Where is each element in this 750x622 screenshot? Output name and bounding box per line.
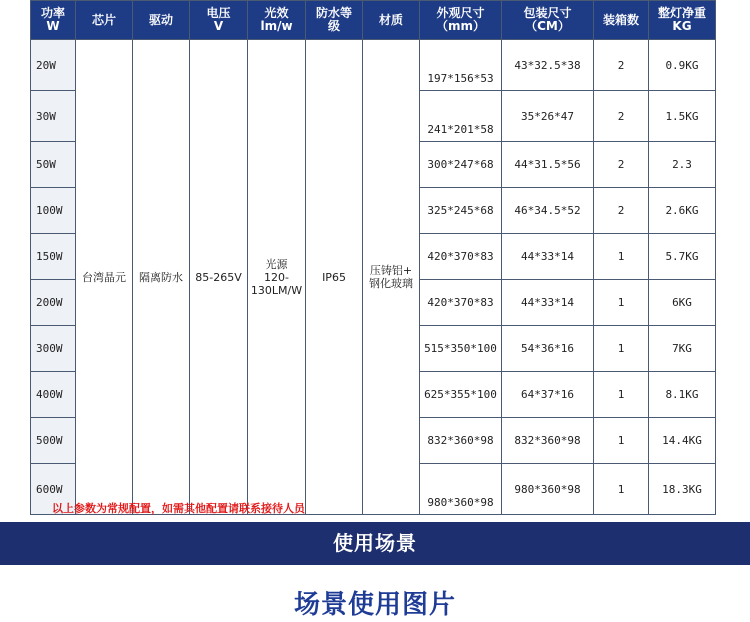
package-size-cell: 54*36*16	[502, 326, 594, 372]
material-cell: 压铸铝+ 钢化玻璃	[363, 40, 420, 515]
package-size-cell: 832*360*98	[502, 418, 594, 464]
dimensions-cell: 420*370*83	[420, 280, 502, 326]
dimensions-cell: 832*360*98	[420, 418, 502, 464]
power-cell: 50W	[31, 142, 76, 188]
net-weight-cell: 6KG	[649, 280, 716, 326]
dimensions-cell: 241*201*58	[420, 91, 502, 142]
dimensions-cell: 980*360*98	[420, 464, 502, 515]
header-material: 材质	[363, 1, 420, 40]
package-size-cell: 44*31.5*56	[502, 142, 594, 188]
package-size-cell: 44*33*14	[502, 280, 594, 326]
package-size-cell: 44*33*14	[502, 234, 594, 280]
box-qty-cell: 2	[594, 188, 649, 234]
power-cell: 100W	[31, 188, 76, 234]
dimensions-cell: 420*370*83	[420, 234, 502, 280]
net-weight-cell: 7KG	[649, 326, 716, 372]
power-cell: 150W	[31, 234, 76, 280]
dimensions-cell: 325*245*68	[420, 188, 502, 234]
header-power: 功率 W	[31, 1, 76, 40]
header-package-size: 包装尺寸 （CM）	[502, 1, 594, 40]
power-cell: 400W	[31, 372, 76, 418]
power-cell: 500W	[31, 418, 76, 464]
chip-cell: 台湾晶元	[76, 40, 133, 515]
net-weight-cell: 5.7KG	[649, 234, 716, 280]
header-dimensions: 外观尺寸 （mm）	[420, 1, 502, 40]
header-efficacy: 光效 lm/w	[248, 1, 306, 40]
dimensions-cell: 515*350*100	[420, 326, 502, 372]
efficacy-cell: 光源 120- 130LM/W	[248, 40, 306, 515]
net-weight-cell: 2.6KG	[649, 188, 716, 234]
net-weight-cell: 0.9KG	[649, 40, 716, 91]
scene-images-heading: 场景使用图片	[293, 590, 456, 620]
box-qty-cell: 2	[594, 142, 649, 188]
driver-cell: 隔离防水	[133, 40, 190, 515]
header-ip-grade: 防水等 级	[306, 1, 363, 40]
package-size-cell: 46*34.5*52	[502, 188, 594, 234]
table-row	[31, 40, 716, 91]
power-cell: 600W	[31, 464, 76, 515]
config-note: 以上参数为常规配置，如需其他配置请联系接待人员	[52, 502, 305, 515]
net-weight-cell: 14.4KG	[649, 418, 716, 464]
box-qty-cell: 1	[594, 464, 649, 515]
banner-title: 使用场景	[333, 531, 417, 555]
box-qty-cell: 2	[594, 91, 649, 142]
power-cell: 20W	[31, 40, 76, 91]
dimensions-cell: 300*247*68	[420, 142, 502, 188]
box-qty-cell: 1	[594, 326, 649, 372]
net-weight-cell: 2.3	[649, 142, 716, 188]
box-qty-cell: 1	[594, 418, 649, 464]
header-voltage: 电压 V	[190, 1, 248, 40]
header-driver: 驱动	[133, 1, 190, 40]
power-cell: 300W	[31, 326, 76, 372]
net-weight-cell: 18.3KG	[649, 464, 716, 515]
header-net-weight: 整灯净重 KG	[649, 1, 716, 40]
dimensions-cell: 197*156*53	[420, 40, 502, 91]
net-weight-cell: 1.5KG	[649, 91, 716, 142]
package-size-cell: 980*360*98	[502, 464, 594, 515]
usage-scenario-banner	[0, 522, 750, 565]
power-cell: 30W	[31, 91, 76, 142]
dimensions-cell: 625*355*100	[420, 372, 502, 418]
spec-table	[30, 0, 716, 515]
voltage-cell: 85-265V	[190, 40, 248, 515]
package-size-cell: 35*26*47	[502, 91, 594, 142]
box-qty-cell: 1	[594, 280, 649, 326]
net-weight-cell: 8.1KG	[649, 372, 716, 418]
header-chip: 芯片	[76, 1, 133, 40]
table-header-row	[31, 1, 716, 40]
box-qty-cell: 1	[594, 234, 649, 280]
ip-grade-cell: IP65	[306, 40, 363, 515]
power-cell: 200W	[31, 280, 76, 326]
box-qty-cell: 2	[594, 40, 649, 91]
package-size-cell: 43*32.5*38	[502, 40, 594, 91]
package-size-cell: 64*37*16	[502, 372, 594, 418]
box-qty-cell: 1	[594, 372, 649, 418]
header-box-qty: 装箱数	[594, 1, 649, 40]
